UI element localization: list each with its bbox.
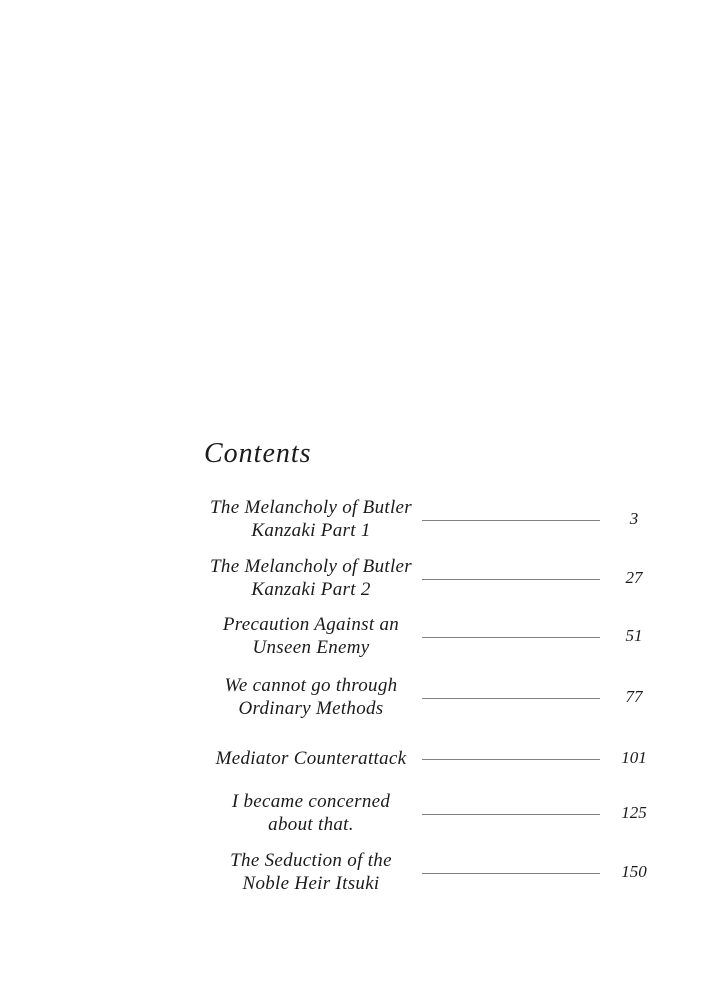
- toc-entry-title: [200, 747, 422, 770]
- toc-entry-title-line: I became concerned: [231, 791, 391, 812]
- toc-entry-title: [200, 496, 422, 542]
- toc-entry-title-line: We cannot go through: [224, 675, 398, 696]
- leader-line: [422, 637, 600, 638]
- page-number: 51: [625, 626, 643, 645]
- toc-entry: [200, 554, 658, 602]
- toc-entry-title-line: Mediator Counterattack: [215, 747, 407, 769]
- toc-entry-title-line: Unseen Enemy: [252, 637, 370, 658]
- toc-entry-title-line: Precaution Against an: [222, 614, 400, 635]
- leader-line: [422, 698, 600, 699]
- toc-entry-title: [200, 674, 422, 720]
- leader-line: [422, 520, 600, 521]
- leader-line: [422, 579, 600, 580]
- page-number: 101: [621, 748, 647, 767]
- toc-entry-title-line: The Seduction of the: [230, 850, 392, 871]
- toc-entry-title-line: Noble Heir Itsuki: [242, 873, 380, 894]
- toc-entry: [200, 734, 658, 782]
- contents-heading: Contents: [204, 438, 312, 469]
- toc-entry-title: [200, 613, 422, 659]
- toc-entry: [200, 495, 658, 543]
- toc-entry-title: [200, 790, 422, 836]
- toc-entry-title: [200, 849, 422, 895]
- page-number: 125: [621, 803, 647, 822]
- toc-entry-title-line: The Melancholy of Butler: [210, 497, 412, 518]
- toc-entry: [200, 848, 658, 896]
- toc-entry-title-line: The Melancholy of Butler: [210, 556, 412, 577]
- toc-entry-title-line: Ordinary Methods: [238, 698, 384, 719]
- page-number: 150: [621, 862, 647, 881]
- leader-line: [422, 873, 600, 874]
- leader-line: [422, 814, 600, 815]
- page-number: 77: [625, 687, 643, 706]
- toc-entry-title-line: Kanzaki Part 2: [251, 579, 371, 600]
- toc-entry-title: [200, 555, 422, 601]
- toc-entry: [200, 673, 658, 721]
- page-number: 27: [625, 568, 643, 587]
- toc-entry: [200, 789, 658, 837]
- toc-entry-title-line: Kanzaki Part 1: [251, 520, 371, 541]
- toc-entry-title-line: about that.: [268, 814, 354, 835]
- page-number: 3: [629, 509, 639, 528]
- leader-line: [422, 759, 600, 760]
- toc-entry: [200, 612, 658, 660]
